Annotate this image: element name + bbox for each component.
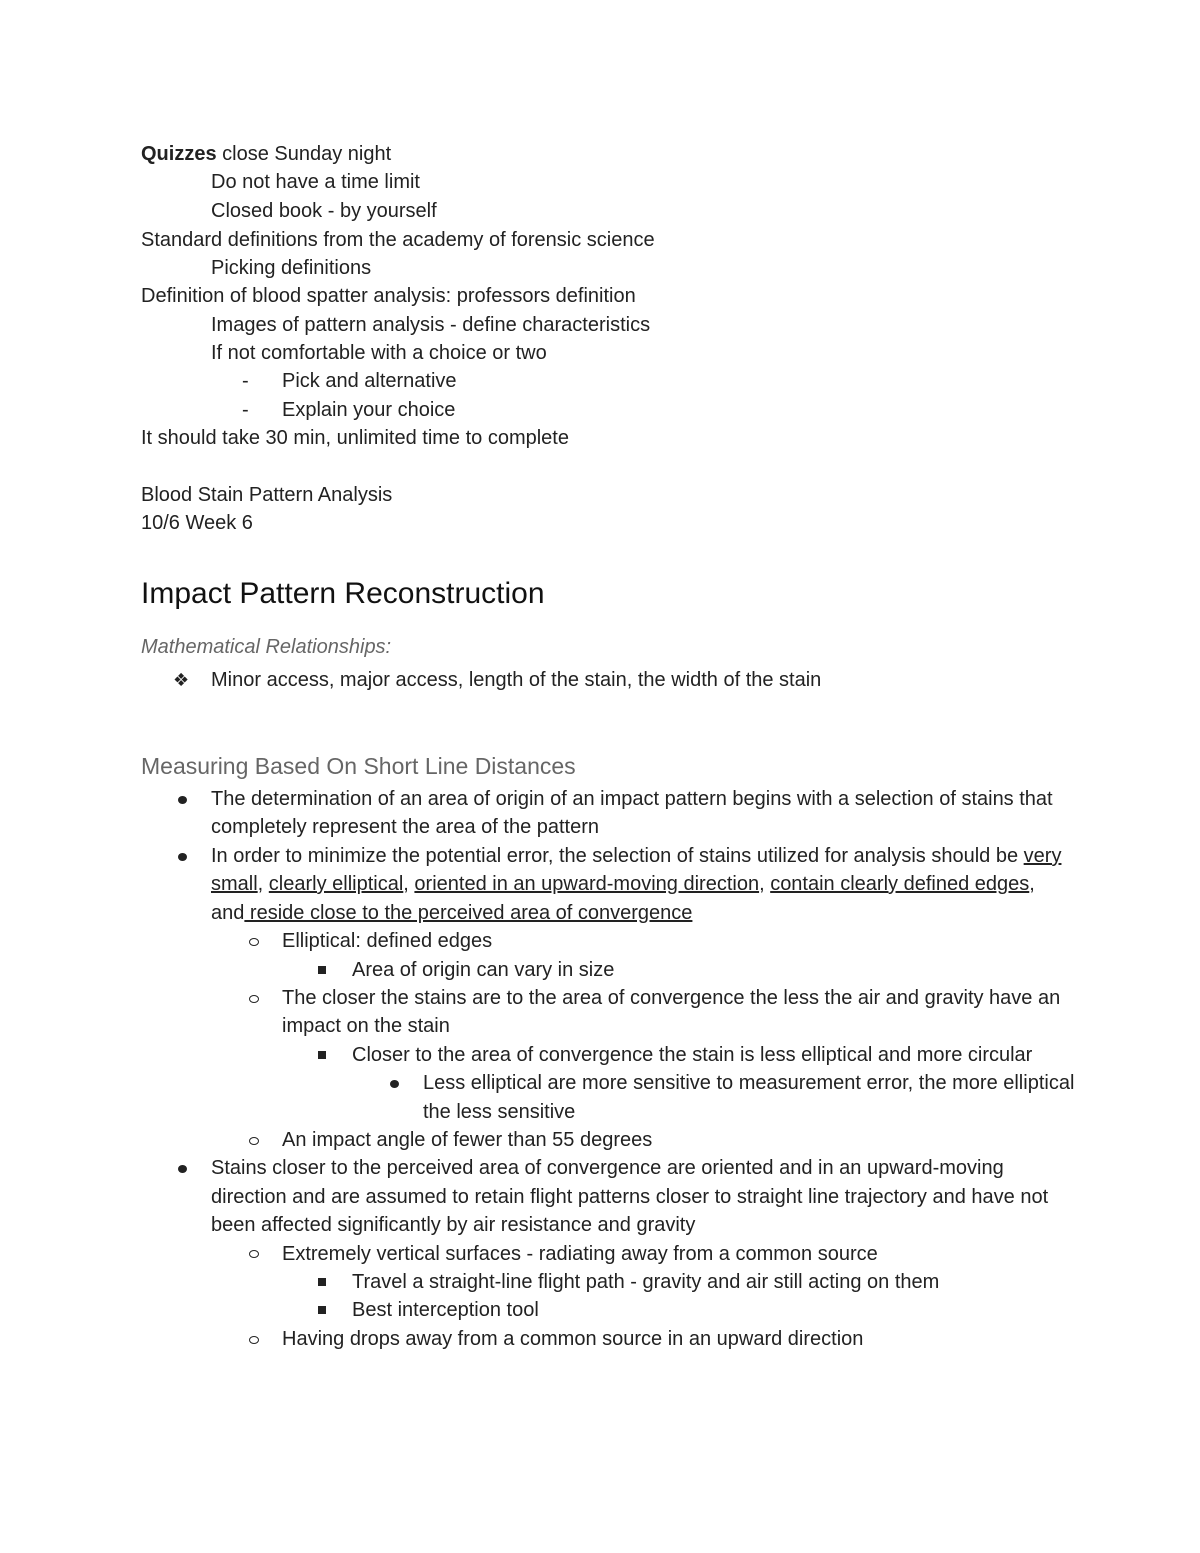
square-bullet-icon [318,1278,326,1286]
b3-line1: Stains closer to the perceived area of convergence are oriented and in an upward-moving [211,1157,1004,1179]
b3-line3: been affected significantly by air resistance and gravity [211,1214,696,1236]
images-pattern-line: Images of pattern analysis - define characteristics [211,314,651,336]
dash-item-pick: Pick and alternative [282,370,457,392]
b2-oriented-underlined: oriented in an upward-moving direction [414,873,760,895]
dash-bullet: - [242,399,249,421]
dash-bullet: - [242,370,249,392]
less-elliptical-line2: the less sensitive [423,1101,576,1123]
having-item: Having drops away from a common source in an upward direction [282,1328,864,1350]
b2-line1-text: In order to minimize the potential error, the selection of stains utilized for analysis should be [211,845,1024,867]
no-time-limit-line: Do not have a time limit [211,171,420,193]
b2-edges-underlined: contain clearly defined edges [770,873,1030,895]
elliptical-item: Elliptical: defined edges [282,930,493,952]
closer-line1: The closer the stains are to the area of convergence the less the air and gravity have an [282,987,1061,1009]
b2-elliptical-underlined: clearly elliptical [268,873,404,895]
b1-line1: The determination of an area of origin of an impact pattern begins with a selection of stains that [211,788,1053,810]
math-relationships-subtitle: Mathematical Relationships: [141,636,392,658]
take-30-line: It should take 30 min, unlimited time to complete [141,427,569,449]
filled-bullet-icon [178,853,187,861]
b2-sep4: , [1029,873,1035,895]
closer-line2: impact on the stain [282,1015,450,1037]
b2-and: and [211,902,245,924]
course-title: Blood Stain Pattern Analysis [141,484,393,506]
filled-bullet-icon [178,1165,187,1173]
hollow-bullet-icon [249,995,259,1003]
impact-pattern-heading: Impact Pattern Reconstruction [141,577,545,610]
square-bullet-icon [318,1306,326,1314]
picking-definitions-line: Picking definitions [211,257,372,279]
b2-sep1: , [257,873,269,895]
closed-book-line: Closed book - by yourself [211,200,437,222]
b2-sep2: , [403,873,415,895]
impact-angle-item: An impact angle of fewer than 55 degrees [282,1129,653,1151]
filled-bullet-icon [178,796,187,804]
area-origin-item: Area of origin can vary in size [352,959,615,981]
b2-line3 [211,899,692,927]
less-elliptical-line1: Less elliptical are more sensitive to measurement error, the more elliptical [423,1072,1075,1094]
hollow-bullet-icon [249,1336,259,1344]
b2-line1 [211,842,1061,870]
b2-small-underlined: small [211,873,258,895]
b2-reside-underlined: reside close to the perceived area of convergence [244,902,693,924]
minor-access-item: Minor access, major access, length of the stain, the width of the stain [211,669,822,691]
quizzes-line [141,140,391,168]
b2-sep3: , [759,873,771,895]
standard-definitions-line: Standard definitions from the academy of forensic science [141,229,655,251]
travel-item: Travel a straight-line flight path - gravity and air still acting on them [352,1271,940,1293]
week-label: 10/6 Week 6 [141,512,253,534]
square-bullet-icon [318,966,326,974]
b2-very-underlined: very [1023,845,1062,867]
best-item: Best interception tool [352,1299,539,1321]
square-bullet-icon [318,1051,326,1059]
filled-bullet-icon [390,1080,399,1088]
extreme-item: Extremely vertical surfaces - radiating away from a common source [282,1243,878,1265]
hollow-bullet-icon [249,1250,259,1258]
diamond-bullet-icon: ❖ [173,670,190,690]
quizzes-label: Quizzes [141,143,217,165]
hollow-bullet-icon [249,1137,259,1145]
b3-line2: direction and are assumed to retain flight patterns closer to straight line trajectory and have not [211,1186,1049,1208]
hollow-bullet-icon [249,938,259,946]
closer-sub-item: Closer to the area of convergence the stain is less elliptical and more circular [352,1044,1033,1066]
b1-line2: completely represent the area of the pattern [211,816,600,838]
not-comfortable-line: If not comfortable with a choice or two [211,342,547,364]
quizzes-text: close Sunday night [216,143,392,165]
b2-line2 [211,870,1035,898]
definition-bsa-line: Definition of blood spatter analysis: professors definition [141,285,636,307]
measuring-heading: Measuring Based On Short Line Distances [141,753,576,779]
dash-item-explain: Explain your choice [282,399,456,421]
